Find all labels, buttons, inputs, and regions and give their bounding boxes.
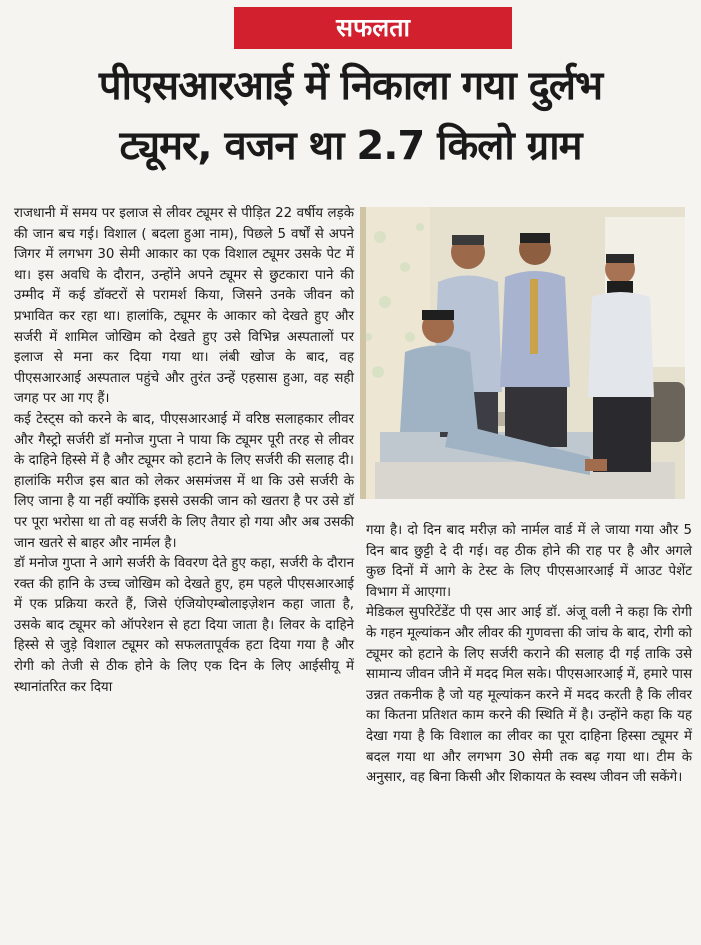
headline — [10, 56, 691, 176]
article-column-left — [14, 204, 354, 698]
headline-line-2: ट्यूमर, वजन था 2.7 किलो ग्राम — [119, 123, 582, 169]
article-paragraph: मेडिकल सुपरिटेंडेंट पी एस आर आई डॉ. अंजू वली ने कहा कि रोगी के गहन मूल्यांकन और लीवर की गुणवत्ता की जांच के बाद, रोगी को ट्यूमर को हटाने के लिए सर्जरी कराने की सलाह दी गई ताकि उसे सामान्य जीवन जीने में मदद मिल सके। पीएसआरआई में, हमारे पास उन्नत तकनीक है जो यह मूल्यांकन करने में मदद करती है कि लीवर का कितना प्रतिशत काम करने की स्थिति में है। उन्होंने कहा कि यह देखा गया है कि विशाल का लीवर का पूरा दाहिना हिस्सा ट्यूमर में बदल गया था और लगभग 30 सेमी तक बढ़ गया था। टीम के अनुसार, वह बिना किसी और शिकायत के स्वस्थ जीवन जी सकेंगे। — [366, 605, 693, 786]
article-paragraph: कई टेस्ट्स को करने के बाद, पीएसआरआई में वरिष्ठ सलाहकार लीवर और गैस्ट्रो सर्जरी डॉ मनोज गुप्ता ने पाया कि ट्यूमर पूरी तरह से लीवर के दाहिने हिस्से में है और ट्यूमर को हटाने के लिए सर्जरी की सलाह दी। हालांकि मरीज इस बात को लेकर असमंजस में था कि उसे सर्जरी के लिए जाना है या नहीं क्योंकि इससे उसकी जान को खतरा है पर उसे डॉ पर पूरा भरोसा था तो वह सर्जरी के लिए तैयार हो गया और अब उसकी जान खतरे से बाहर और नार्मल है। — [14, 411, 354, 551]
article-column-right — [366, 521, 692, 789]
photo-illustration — [360, 207, 685, 499]
article-photo — [360, 207, 685, 499]
article-paragraph: गया है। दो दिन बाद मरीज़ को नार्मल वार्ड में ले जाया गया और 5 दिन बाद छुट्टी दे दी गई। वह ठीक होने की राह पर है और अगले कुछ दिनों में आगे के टेस्ट के लिए पीएसआरआई में आउट पेशेंट विभाग में आएगा। — [366, 523, 692, 600]
headline-line-1: पीएसआरआई में निकाला गया दुर्लभ — [98, 63, 603, 109]
article-paragraph: डॉ मनोज गुप्ता ने आगे सर्जरी के विवरण देते हुए कहा, सर्जरी के दौरान रक्त की हानि के उच्च जोखिम को देखते हुए, हम पहले पीएसआरआई में एक प्रक्रिया करते हैं, जिसे एंजियोएम्बोलाइज़ेशन कहा जाता है, उसके बाद ट्यूमर को ऑपरेशन से हटा दिया जाता है। लिवर के दाहिने हिस्से से जुड़े विशाल ट्यूमर को सफलतापूर्वक हटा दिया गया है और रोगी को तेजी से ठीक होने के लिए एक दिन के लिए आईसीयू में स्थानांतरित कर दिया — [14, 556, 354, 695]
section-tag: सफलता — [234, 7, 512, 49]
article-paragraph: राजधानी में समय पर इलाज से लीवर ट्यूमर से पीड़ित 22 वर्षीय लड़के की जान बच गई। विशाल ( बदला हुआ नाम), पिछले 5 वर्षों से अपने जिगर में लगभग 30 सेमी आकार का एक विशाल ट्यूमर उसके पेट में था। इस अवधि के दौरान, उन्होंने अपने ट्यूमर से छुटकारा पाने की उम्मीद में कई डॉक्टरों से परामर्श किया, जिसने उनके जीवन को प्रभावित कर रहा था। हालांकि, ट्यूमर के आकार को देखते हुए और सर्जरी में शामिल जोखिम को देखते हुए उसे विभिन्न अस्पतालों पर इलाज से मना कर दिया गया था। लंबी खोज के बाद, वह पीएसआरआई अस्पताल पहुंचे और तुरंत उन्हें एहसास हुआ, वह सही जगह पर आ गए हैं। — [14, 206, 354, 407]
